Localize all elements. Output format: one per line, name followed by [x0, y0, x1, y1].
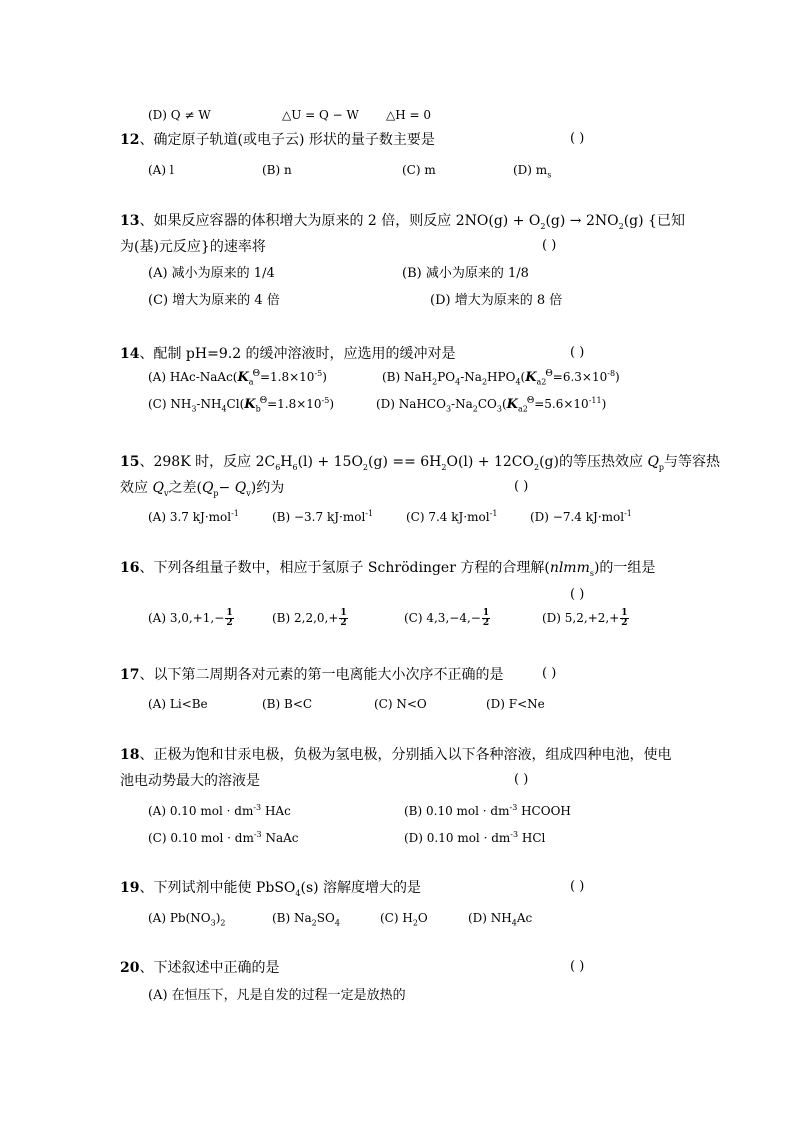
answer-paren-16[interactable]: ( ) — [570, 587, 585, 602]
q12-option-a: (A) l — [148, 163, 174, 177]
q13-option-c: (C) 增大为原来的 4 倍 — [148, 293, 280, 308]
question-20: 20、下述叙述中正确的是 — [120, 960, 280, 976]
q16-option-a: (A) 3,0,+1,− $\frac{1}{2}$ — [148, 608, 233, 628]
question-18: 18、正极为饱和甘汞电极，负极为氢电极，分别插入以下各种溶液，组成四种电池，使电 — [120, 747, 672, 763]
q19-option-b: (B) $Na_2SO_4$ — [272, 911, 340, 928]
q15-option-a: (A) 3.7 kJ·mol$^{-1}$ — [148, 509, 239, 524]
q16-option-d: (D) 5,2,+2,+ $\frac{1}{2}$ — [542, 608, 628, 628]
q14-option-c: (C) $NH_3-NH_4Cl(K_b^\Theta=1.8\times 10^{-5})$ — [148, 396, 335, 414]
answer-paren-17[interactable]: ( ) — [542, 666, 557, 681]
question-19: 19、下列试剂中能使 PbSO$_4$(s) 溶解度增大的是 — [120, 880, 422, 898]
q14-option-a: (A) HAc-$NaAc(K_a^\Theta=1.8\times 10^{-5})$ — [148, 369, 327, 387]
q18-option-b: (B) 0.10 mol · $dm^{-3}$ HCOOH — [404, 803, 571, 818]
q17-option-c: (C) N<O — [374, 697, 427, 711]
answer-paren-12[interactable]: ( ) — [570, 131, 585, 146]
q11-option-d-part2: △U = Q − W — [282, 108, 359, 122]
q14-option-d: (D) $NaHCO_3-Na_2CO_3(K_{a2}^\Theta=5.6\times 10^{-11})$ — [376, 396, 607, 414]
q15-option-c: (C) 7.4 kJ·mol$^{-1}$ — [406, 509, 498, 524]
question-13: 13、如果反应容器的体积增大为原来的 2 倍，则反应 $2NO(g) + O_2(g) \to 2NO_2(g)$ {已知 — [120, 213, 685, 231]
question-18-cont: 池电动势最大的溶液是 — [120, 773, 260, 789]
q20-option-a: (A) 在恒压下，凡是自发的过程一定是放热的 — [148, 988, 406, 1003]
q16-option-b: (B) 2,2,0,+ $\frac{1}{2}$ — [272, 608, 347, 628]
q13-option-d: (D) 增大为原来的 8 倍 — [430, 293, 563, 308]
q15-option-d: (D) −7.4 kJ·mol$^{-1}$ — [530, 509, 632, 524]
q19-option-c: (C) $H_2O$ — [380, 911, 428, 928]
q14-option-b: (B) $NaH_2PO_4-Na_2HPO_4(K_{a2}^\Theta=6.3\times 10^{-8})$ — [382, 369, 620, 387]
question-14: 14、配制 pH=9.2 的缓冲溶液时，应选用的缓冲对是 — [120, 346, 456, 362]
q13-option-b: (B) 减小为原来的 1/8 — [402, 266, 529, 281]
q11-option-d: (D) Q ≠ W — [148, 108, 211, 122]
question-13-cont: 为(基)元反应}的速率将 — [120, 239, 266, 255]
q12-option-b: (B) n — [262, 163, 292, 177]
q18-option-d: (D) 0.10 mol · $dm^{-3}$ HCl — [404, 830, 546, 845]
q15-option-b: (B) −3.7 kJ·mol$^{-1}$ — [272, 509, 374, 524]
question-12: 12、确定原子轨道(或电子云) 形状的量子数主要是 — [120, 132, 435, 148]
q18-option-c: (C) 0.10 mol · $dm^{-3}$ NaAc — [148, 830, 299, 845]
q17-option-a: (A) Li<Be — [148, 697, 208, 711]
q17-option-b: (B) B<C — [262, 697, 313, 711]
answer-paren-14[interactable]: ( ) — [570, 345, 585, 360]
q19-option-d: (D) $NH_4Ac$ — [468, 911, 533, 928]
answer-paren-20[interactable]: ( ) — [570, 959, 585, 974]
q16-option-c: (C) 4,3,−4,− $\frac{1}{2}$ — [404, 608, 490, 628]
q18-option-a: (A) 0.10 mol · $dm^{-3}$ HAc — [148, 803, 291, 818]
answer-paren-18[interactable]: ( ) — [514, 772, 529, 787]
q17-option-d: (D) F<Ne — [486, 697, 545, 711]
answer-paren-13[interactable]: ( ) — [542, 238, 557, 253]
answer-paren-15[interactable]: ( ) — [514, 479, 529, 494]
answer-paren-19[interactable]: ( ) — [570, 879, 585, 894]
question-17: 17、以下第二周期各对元素的第一电离能大小次序不正确的是 — [120, 667, 504, 683]
q11-option-d-part3: △H = 0 — [386, 108, 432, 122]
q12-option-c: (C) m — [402, 163, 436, 177]
q19-option-a: (A) $Pb(NO_3)_2$ — [148, 911, 226, 928]
q13-option-a: (A) 减小为原来的 1/4 — [148, 266, 275, 281]
question-15-cont: 效应 $Q_v$之差$(Q_p- Q_v)$约为 — [120, 480, 285, 498]
question-15: 15、298K 时，反应 $2C_6H_6(l) + 15O_2(g) == 6H_2O(l) + 12CO_2(g)$的等压热效应 $Q_p$与等容热 — [120, 454, 721, 472]
question-16: 16、下列各组量子数中，相应于氢原子 Schrödinger 方程的合理解(nlmm$_s$)的一组是 — [120, 560, 656, 578]
q12-option-d: (D) $m_s$ — [513, 163, 552, 180]
